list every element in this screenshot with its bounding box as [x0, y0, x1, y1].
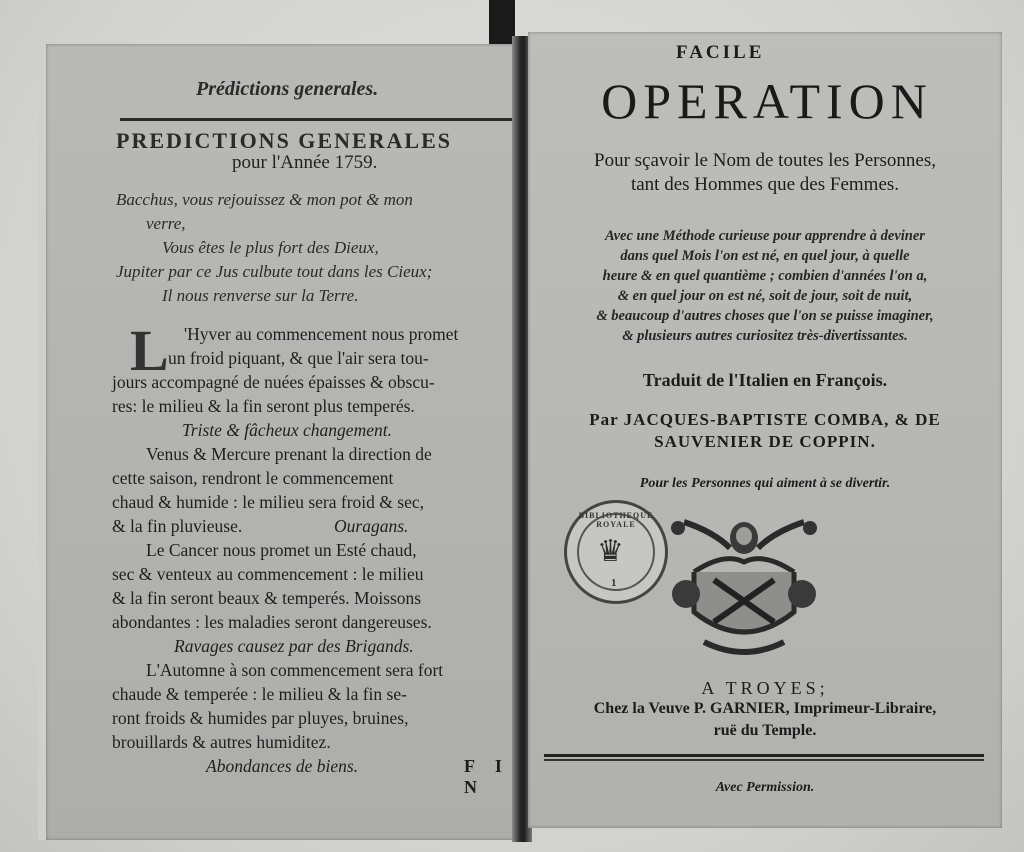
- prose-line: & la fin pluvieuse.: [112, 516, 243, 536]
- fin-mark: F I N: [464, 756, 510, 797]
- title-operation: OPERATION: [601, 73, 933, 129]
- prose-line: un froid piquant, & que l'air sera tou-: [168, 348, 429, 368]
- verse-line: Il nous renverse sur la Terre.: [162, 286, 359, 305]
- subtitle-line: tant des Hommes que des Femmes.: [630, 174, 900, 195]
- verse-line: Jupiter par ce Jus culbute tout dans les Cieux;: [116, 262, 433, 281]
- prose-line: brouillards & autres humiditez.: [112, 732, 331, 752]
- prose-line: & la fin seront beaux & temperés. Moissons: [112, 588, 422, 608]
- right-page: [528, 32, 1002, 828]
- crown-icon: ♛: [597, 535, 624, 568]
- method-line: heure & en quel quantième ; combien d'années l'on a,: [602, 268, 928, 284]
- prose-line: L'Automne à son commencement sera fort: [146, 660, 444, 680]
- audience-line: Pour les Personnes qui aiment à se divertir.: [639, 476, 891, 491]
- prose-line: Ouragans.: [334, 516, 409, 536]
- prose-line: cette saison, rendront le commencement: [112, 468, 394, 488]
- prose-line: 'Hyver au commencement nous promet: [184, 324, 459, 344]
- prose-line: sec & venteux au commencement : le milieu: [112, 564, 424, 584]
- method-line: dans quel Mois l'on est né, en quel jour, à quelle: [620, 248, 910, 264]
- prose-line: Le Cancer nous promet un Esté chaud,: [146, 540, 417, 560]
- drop-cap: L: [130, 318, 169, 383]
- open-book: [38, 32, 1002, 842]
- method-line: & beaucoup d'autres choses que l'on se puisse imaginer,: [596, 308, 934, 324]
- left-page-subtitle: pour l'Année 1759.: [232, 152, 378, 173]
- printer-line: Chez la Veuve P. GARNIER, Imprimeur-Libraire,: [593, 700, 937, 717]
- author-line: SAUVENIER DE COPPIN.: [654, 432, 876, 451]
- prose-line: Triste & fâcheux changement.: [182, 420, 392, 440]
- prose-line: Ravages causez par des Brigands.: [174, 636, 414, 656]
- stamp-number: 1: [611, 577, 617, 589]
- method-line: Avec une Méthode curieuse pour apprendre à deviner: [605, 228, 925, 244]
- running-head: Prédictions generales.: [196, 78, 379, 100]
- head-rule: [120, 118, 516, 121]
- city-line: A TROYES;: [701, 678, 829, 698]
- left-page-title: PREDICTIONS GENERALES: [116, 128, 453, 153]
- printers-emblem-icon: [664, 502, 824, 662]
- left-page: [38, 44, 520, 840]
- verse-line: verre,: [146, 214, 186, 233]
- imprint-rule: [544, 759, 984, 761]
- permission-line: Avec Permission.: [715, 780, 815, 795]
- prose-line: ront froids & humides par pluyes, bruines,: [112, 708, 409, 728]
- author-line: Par JACQUES-BAPTISTE COMBA, & DE: [589, 410, 941, 429]
- prose-line: res: le milieu & la fin seront plus temperés.: [112, 396, 415, 416]
- method-line: & plusieurs autres curiositez très-divertissantes.: [622, 328, 908, 344]
- prose-line: chaud & humide : le milieu sera froid & sec,: [112, 492, 424, 512]
- method-line: & en quel jour on est né, soit de jour, soit de nuit,: [617, 288, 913, 304]
- prose-line: Abondances de biens.: [206, 756, 359, 776]
- prose-line: abondantes : les maladies seront dangereuses.: [112, 612, 432, 632]
- street-line: ruë du Temple.: [713, 722, 817, 739]
- verse-line: Bacchus, vous rejouissez & mon pot & mon: [116, 190, 413, 209]
- title-facile: FACILE: [676, 42, 765, 63]
- library-stamp: [564, 500, 668, 604]
- verse-line: Vous êtes le plus fort des Dieux,: [162, 238, 379, 257]
- prose-line: Venus & Mercure prenant la direction de: [146, 444, 432, 464]
- subtitle-line: Pour sçavoir le Nom de toutes les Personnes,: [594, 150, 936, 171]
- prose-line: jours accompagné de nuées épaisses & obscu-: [112, 372, 435, 392]
- imprint-rule: [544, 754, 984, 757]
- prose-line: chaude & temperée : le milieu & la fin se-: [112, 684, 407, 704]
- translation-note: Traduit de l'Italien en François.: [642, 370, 888, 390]
- stamp-text: BIBLIOTHEQUE ROYALE: [578, 511, 654, 529]
